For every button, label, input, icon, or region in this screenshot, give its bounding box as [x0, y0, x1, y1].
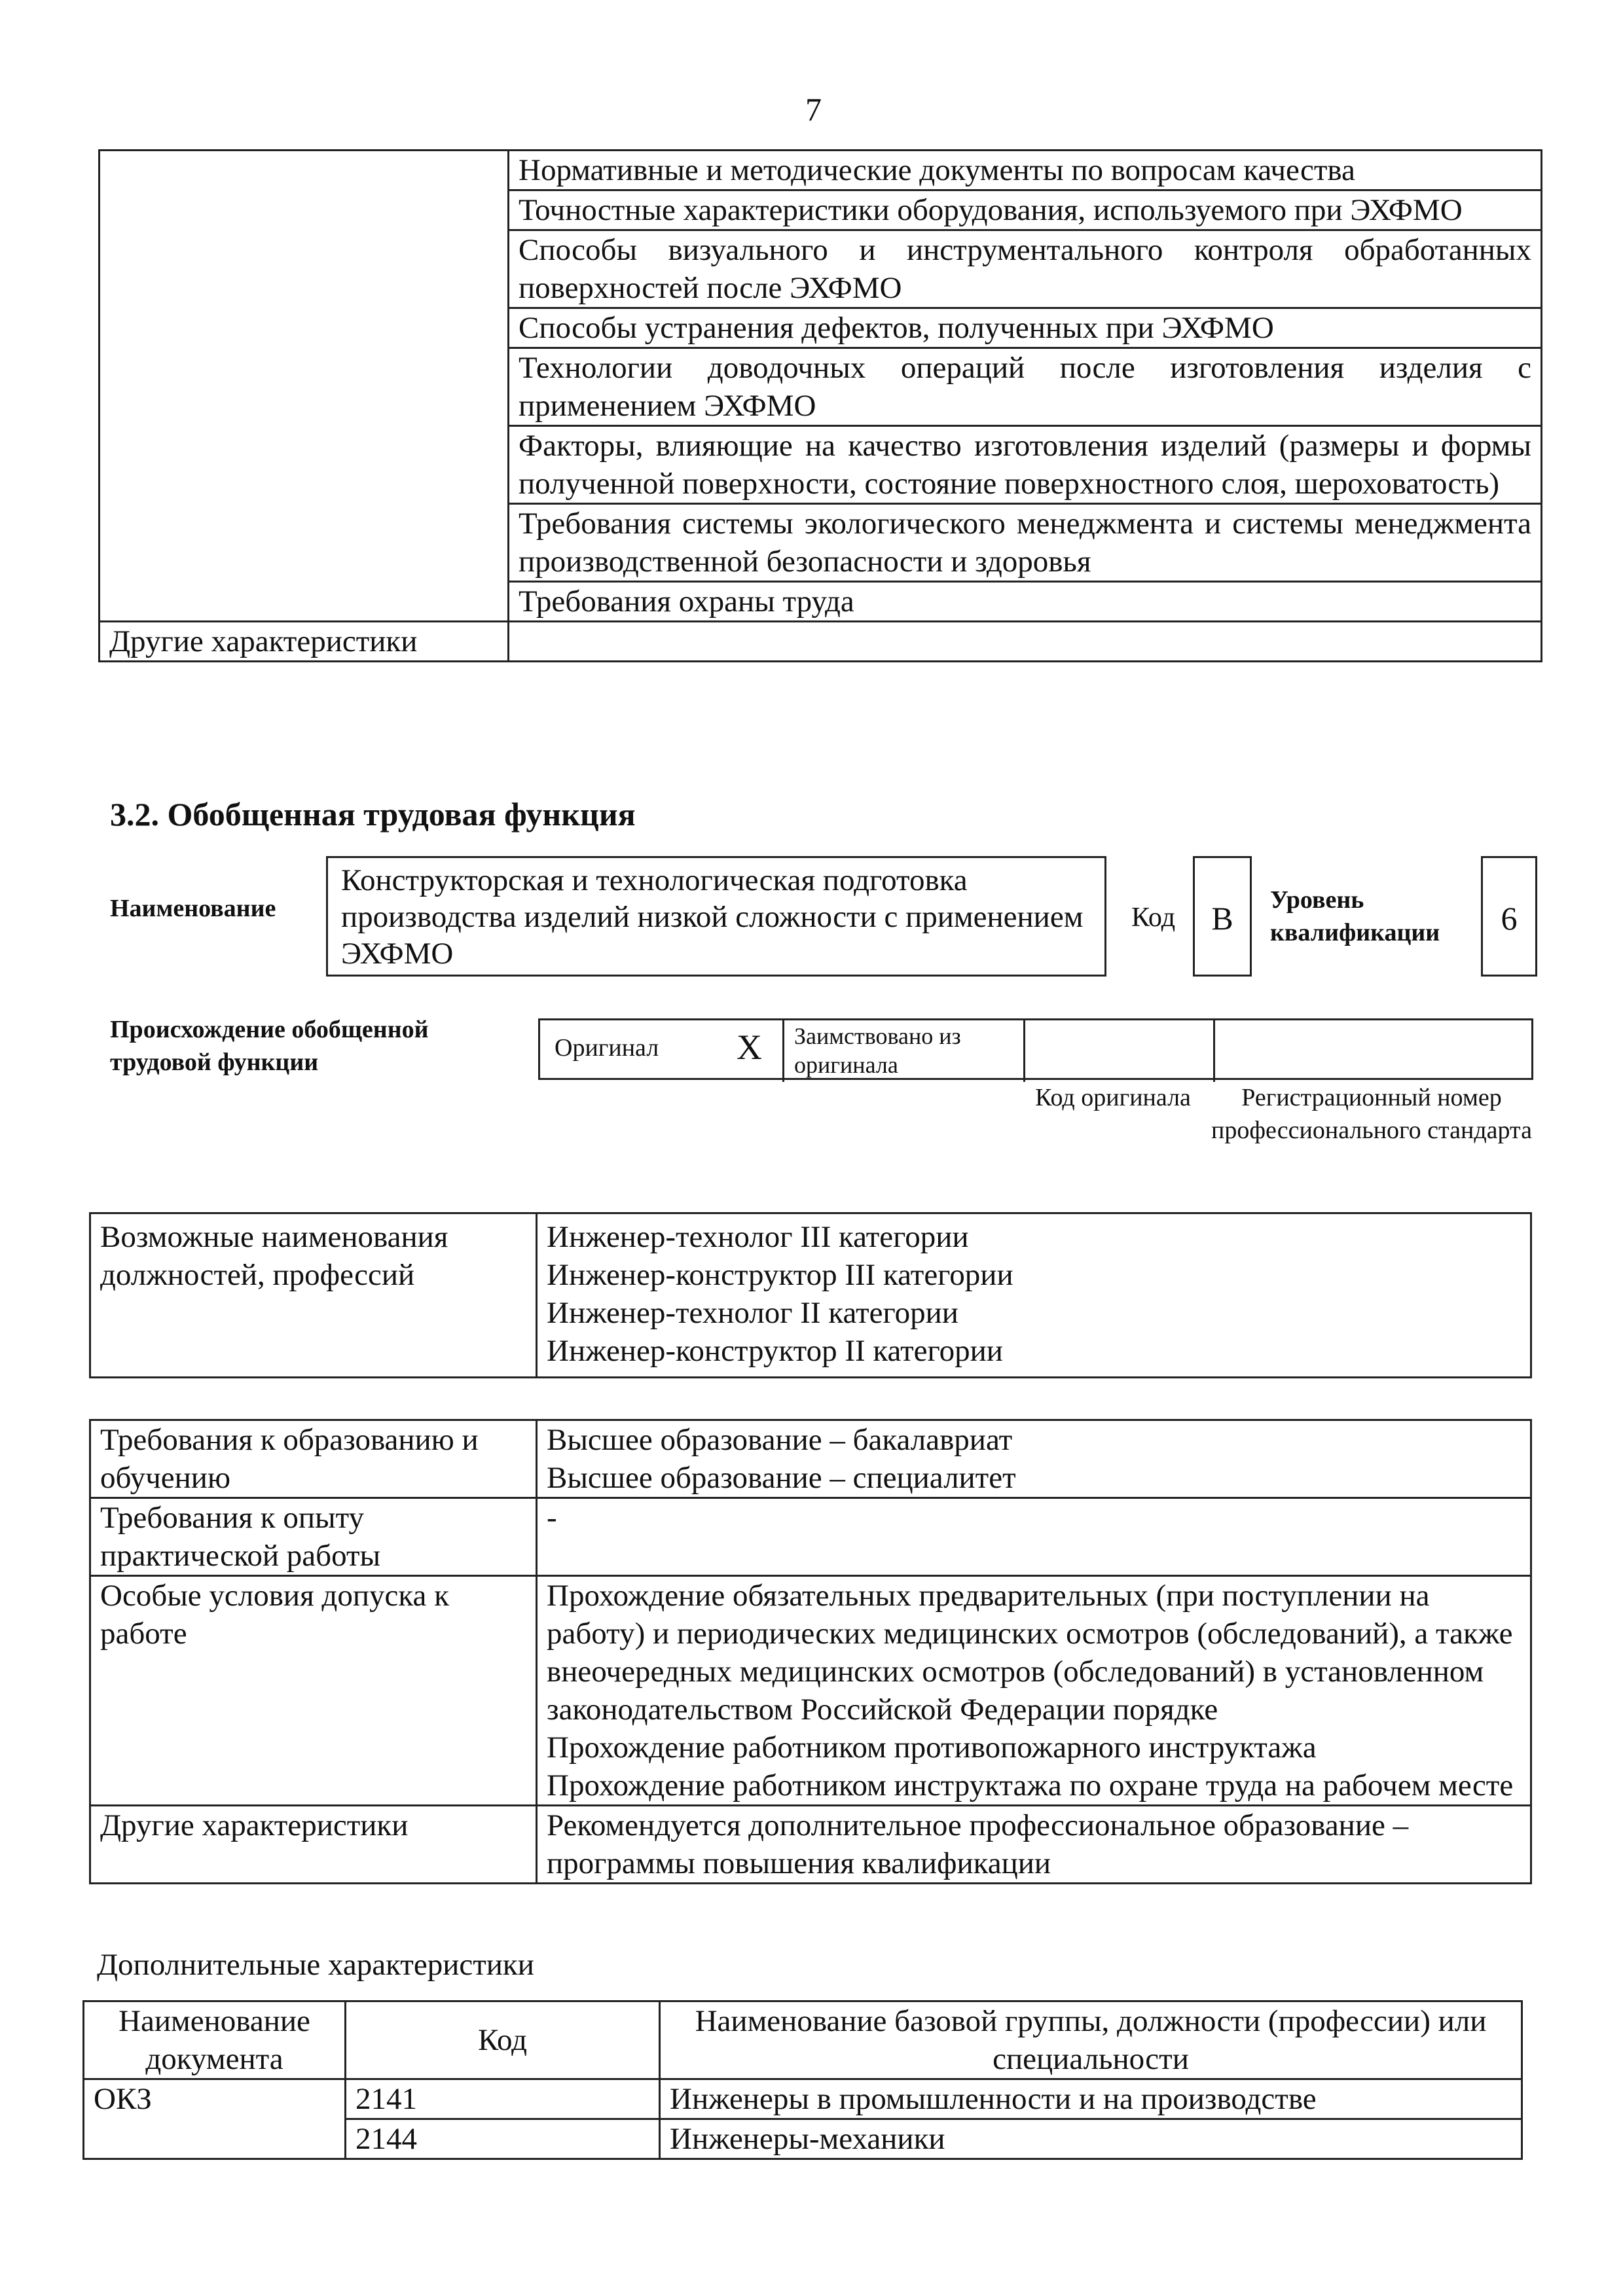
- additional-table: [82, 2000, 1523, 2160]
- table-row: [90, 1576, 1531, 1806]
- name-cell: Инженеры-механики: [660, 2119, 1522, 2159]
- req-line: Высшее образование – специалитет: [547, 1461, 1016, 1495]
- table-row: [100, 151, 1542, 190]
- list-item: Способы визуального и инструментального контроля обработанных поверхностей после ЭХФМО: [509, 230, 1542, 308]
- table-row: [100, 622, 1542, 662]
- table-row: [90, 1806, 1531, 1884]
- top-table: [98, 149, 1542, 662]
- list-item: Технологии доводочных операций после изготовления изделия с применением ЭХФМО: [509, 348, 1542, 426]
- list-item: Нормативные и методические документы по вопросам качества: [509, 151, 1542, 190]
- req-label: Требования к опыту практической работы: [90, 1498, 537, 1576]
- list-item: Инженер-технолог II категории: [547, 1296, 958, 1330]
- req-line: Рекомендуется дополнительное профессиональное образование – программы повышения квалификации: [547, 1808, 1409, 1880]
- name-value: Конструкторская и технологическая подготовка производства изделий низкой сложности с применением ЭХФМО: [341, 863, 1084, 971]
- table-row: [90, 1420, 1531, 1498]
- req-label: Особые условия допуска к работе: [90, 1576, 537, 1806]
- req-line: Прохождение обязательных предварительных (при поступлении на работу) и периодических медицинских осмотров (обследований), а также внеочередных медицинских осмотров (обследований) в установленном законодательством Российской Федерации порядке: [547, 1579, 1513, 1727]
- table-row: [90, 1213, 1531, 1378]
- list-item: Требования охраны труда: [509, 582, 1542, 622]
- level-label: Уровень квалификации: [1270, 886, 1440, 946]
- list-item: Инженер-конструктор II категории: [547, 1334, 1003, 1368]
- list-item: Способы устранения дефектов, полученных при ЭХФМО: [509, 308, 1542, 348]
- req-value: [537, 1806, 1531, 1884]
- positions-table: [89, 1212, 1532, 1378]
- req-value: [537, 1576, 1531, 1806]
- header-cell: Код: [346, 2001, 660, 2079]
- original-label: Оригинал: [555, 1034, 659, 1062]
- name-value-box: [326, 856, 1106, 977]
- name-label: Наименование: [110, 895, 276, 922]
- reg-caption: Регистрационный номер профессионального стандарта: [1211, 1084, 1532, 1144]
- original-mark: X: [737, 1028, 762, 1067]
- req-line: Высшее образование – бакалавриат: [547, 1423, 1013, 1457]
- positions-values: [537, 1213, 1531, 1378]
- borrowed-label: Заимствовано из оригинала: [794, 1023, 961, 1078]
- code-caption: Код оригинала: [1035, 1084, 1191, 1111]
- list-item: Требования системы экологического менеджмента и системы менеджмента производственной безопасности и здоровья: [509, 504, 1542, 582]
- level-value: 6: [1481, 856, 1537, 977]
- origin-table: [538, 1018, 1533, 1080]
- code-cell: 2144: [346, 2119, 660, 2159]
- divider: [1213, 1020, 1215, 1082]
- positions-label: Возможные наименования должностей, профессий: [90, 1213, 537, 1378]
- code-value: В: [1193, 856, 1252, 977]
- list-item: Факторы, влияющие на качество изготовления изделий (размеры и формы полученной поверхности, состояние поверхностного слоя, шероховатость): [509, 426, 1542, 504]
- header-cell: Наименование базовой группы, должности (профессии) или специальности: [660, 2001, 1522, 2079]
- list-item: Инженер-конструктор III категории: [547, 1258, 1013, 1292]
- table-row: [84, 2079, 1522, 2119]
- name-cell: Инженеры в промышленности и на производстве: [660, 2079, 1522, 2119]
- list-item: Инженер-технолог III категории: [547, 1220, 969, 1254]
- header-cell: Наименование документа: [84, 2001, 346, 2079]
- code-label: Код: [1131, 903, 1176, 933]
- code-cell: 2141: [346, 2079, 660, 2119]
- req-label: Другие характеристики: [90, 1806, 537, 1884]
- req-line: Прохождение работником противопожарного инструктажа: [547, 1731, 1317, 1765]
- req-line: Прохождение работником инструктажа по охране труда на рабочем месте: [547, 1768, 1514, 1803]
- origin-label: Происхождение обобщенной трудовой функции: [110, 1016, 429, 1076]
- req-value: [537, 1420, 1531, 1498]
- requirements-table: [89, 1419, 1532, 1884]
- additional-title: Дополнительные характеристики: [97, 1948, 534, 1982]
- other-label: Другие характеристики: [100, 622, 509, 662]
- section-title: 3.2. Обобщенная трудовая функция: [110, 796, 636, 833]
- empty-cell: [100, 151, 509, 622]
- req-value: [537, 1498, 1531, 1576]
- table-row: [84, 2001, 1522, 2079]
- divider: [782, 1020, 784, 1082]
- table-row: [90, 1498, 1531, 1576]
- divider: [1023, 1020, 1025, 1082]
- req-label: Требования к образованию и обучению: [90, 1420, 537, 1498]
- doc-cell: ОКЗ: [84, 2079, 346, 2159]
- req-line: -: [547, 1501, 557, 1535]
- other-value: [509, 622, 1542, 662]
- page-number: 7: [805, 91, 822, 128]
- list-item: Точностные характеристики оборудования, используемого при ЭХФМО: [509, 190, 1542, 230]
